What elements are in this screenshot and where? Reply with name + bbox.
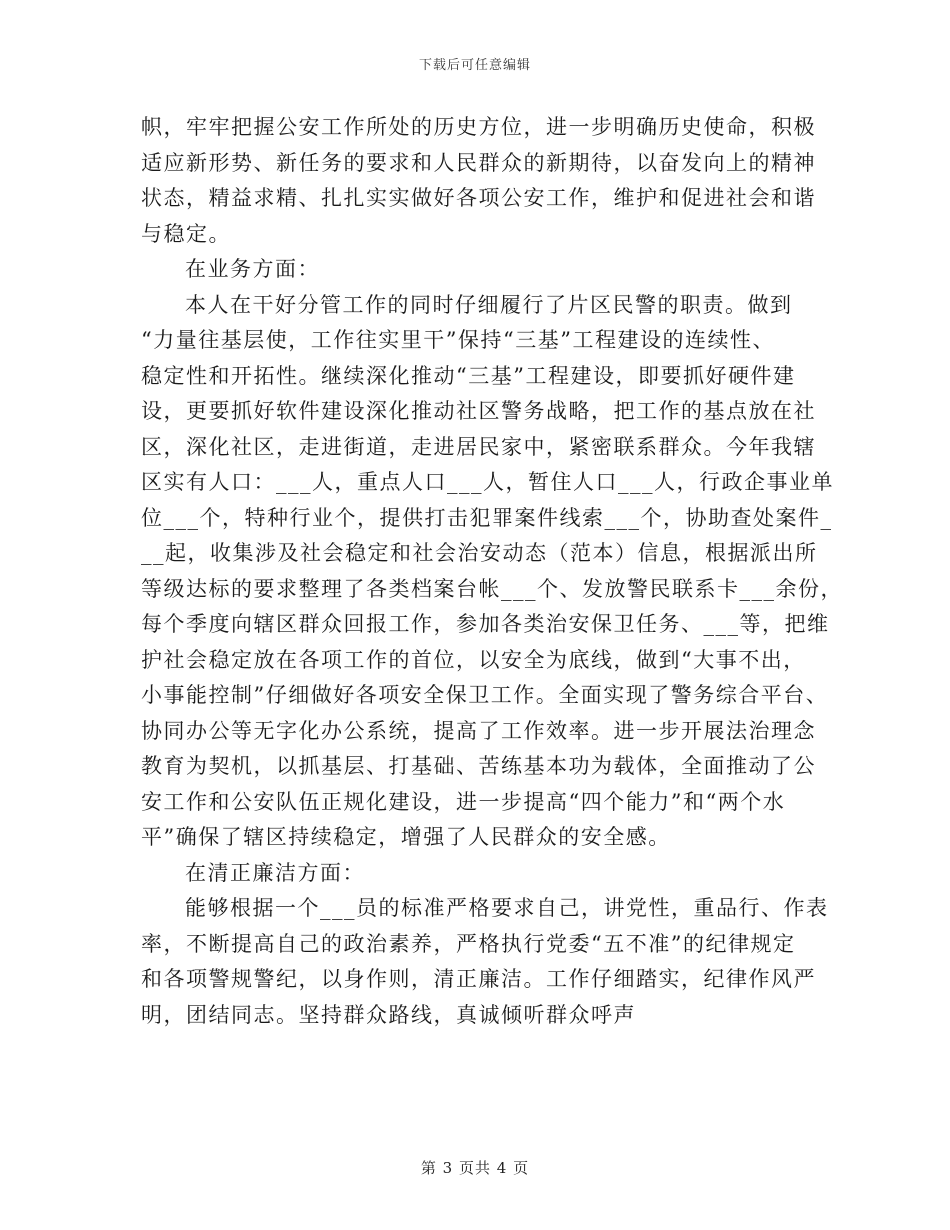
section-heading-integrity: 在清正廉洁方面： — [185, 860, 365, 885]
text-line: 区实有人口：___人，重点人口___人，暂住人口___人，行政企事业单 — [141, 470, 834, 494]
text-line: 位___个，特种行业个，提供打击犯罪案件线索___个，协助查处案件_ — [141, 505, 833, 530]
text-line: 帜，牢牢把握公安工作所处的历史方位，进一步明确历史使命，积极 — [141, 115, 816, 139]
text-line: 小事能控制”仔细做好各项安全保卫工作。全面实现了警务综合平台、 — [141, 683, 829, 707]
text-line: 护社会稳定放在各项工作的首位，以安全为底线，做到“大事不出， — [141, 647, 806, 672]
text-line: 稳定性和开拓性。继续深化推动“三基”工程建设，即要抓好硬件建 — [141, 363, 796, 388]
page-header: 下载后可任意编辑 — [418, 58, 531, 73]
text-line: 本人在干好分管工作的同时仔细履行了片区民警的职责。做到 — [185, 292, 793, 317]
text-line: 安工作和公安队伍正规化建设，进一步提高“四个能力”和“两个水 — [141, 789, 786, 814]
text-line: 每个季度向辖区群众回报工作，参加各类治安保卫任务、___等，把维 — [141, 612, 830, 636]
text-line: 平”确保了辖区持续稳定，增强了人民群众的安全感。 — [141, 825, 671, 849]
text-line: 和各项警规警纪，以身作则，清正廉洁。工作仔细踏实，纪律作风严 — [141, 967, 816, 991]
text-line: 区，深化社区，走进街道，走进居民家中，紧密联系群众。今年我辖 — [141, 434, 816, 459]
section-heading-business: 在业务方面： — [185, 257, 320, 281]
text-line: 协同办公等无字化办公系统，提高了工作效率。进一步开展法治理念 — [141, 718, 816, 743]
text-line: __起，收集涉及社会稳定和社会治安动态（范本）信息，根据派出所 — [141, 541, 818, 565]
text-line: 与稳定。 — [141, 221, 231, 246]
document-body — [141, 110, 843, 1033]
text-line: 率，不断提高自己的政治素养，严格执行党委“五不准”的纪律规定 — [141, 931, 796, 956]
text-line: 明，团结同志。坚持群众路线，真诚倾听群众呼声 — [141, 1002, 636, 1027]
page-footer: 第 3 页共 4 页 — [420, 1159, 530, 1177]
text-line: “力量往基层使，工作往实里干”保持“三基”工程建设的连续性、 — [141, 328, 775, 352]
text-line: 设，更要抓好软件建设深化推动社区警务战略，把工作的基点放在社 — [141, 399, 816, 423]
text-line: 适应新形势、新任务的要求和人民群众的新期待，以奋发向上的精神 — [141, 150, 816, 175]
text-line: 教育为契机，以抓基层、打基础、苦练基本功为载体，全面推动了公 — [141, 754, 816, 778]
text-line: 状态，精益求精、扎扎实实做好各项公安工作，维护和促进社会和谐 — [141, 186, 816, 210]
text-line: 等级达标的要求整理了各类档案台帐___个、发放警民联系卡___余份， — [141, 576, 843, 601]
text-line: 能够根据一个___员的标准严格要求自己，讲党性，重品行、作表 — [185, 896, 829, 920]
